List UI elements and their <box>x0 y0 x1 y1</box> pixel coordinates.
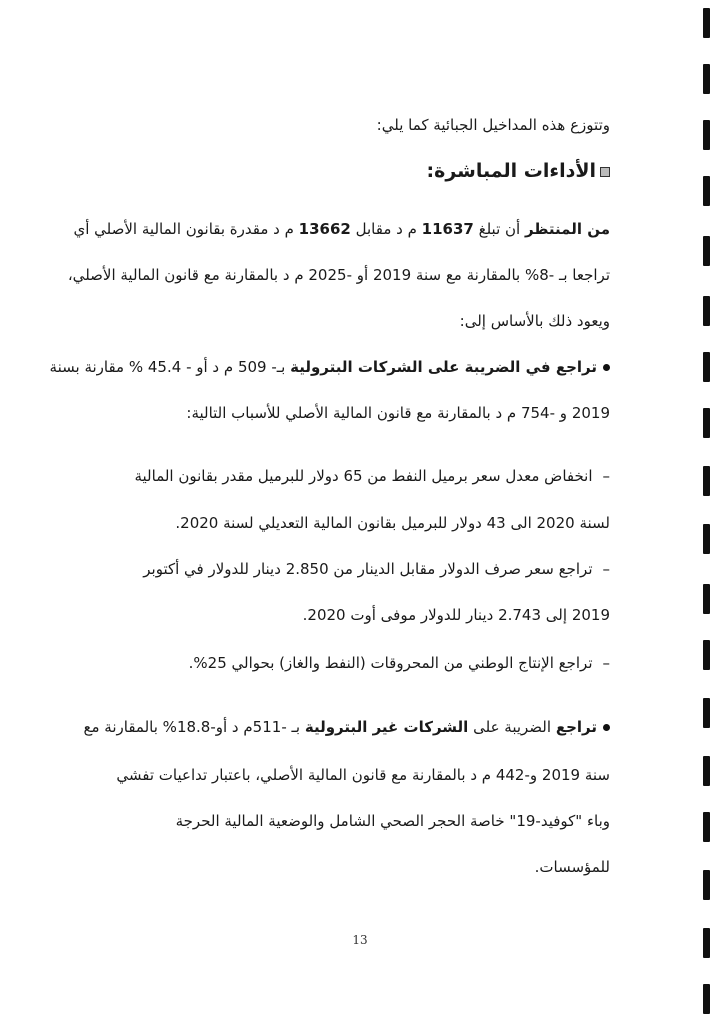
dash-icon: – <box>602 654 610 672</box>
binding-hole <box>703 756 710 786</box>
dash-item-3: –تراجع الإنتاج الوطني من المحروقات (النفط والغاز) بحوالي 25%. <box>188 654 610 672</box>
dash-item-2-line-1: –تراجع سعر صرف الدولار مقابل الدينار من 2.850 دينار للدولار في أكتوبر <box>143 560 610 578</box>
bullet-2-line-3: وباء "كوفيد-19" خاصة الحجر الصحي الشامل والوضعية المالية الحرجة <box>175 812 610 830</box>
binding-hole <box>703 176 710 206</box>
paragraph-1-line-3: ويعود ذلك بالأساس إلى: <box>459 312 610 330</box>
binding-hole <box>703 408 710 438</box>
binding-hole <box>703 698 710 728</box>
dash-icon: – <box>602 560 610 578</box>
bullet-1-line-2: 2019 و -754 م د بالمقارنة مع قانون المالية الأصلي للأسباب التالية: <box>186 404 610 422</box>
binding-hole <box>703 584 710 614</box>
binding-hole <box>703 984 710 1014</box>
heading-bullet-icon <box>600 167 610 177</box>
binding-hole <box>703 120 710 150</box>
binding-hole <box>703 812 710 842</box>
binding-hole <box>703 8 710 38</box>
binding-hole <box>703 870 710 900</box>
bullet-2-line-2: سنة 2019 و-442 م د بالمقارنة مع قانون المالية الأصلي، باعتبار تداعيات تفشي <box>116 766 610 784</box>
dash-item-2-line-2: 2019 إلى 2.743 دينار للدولار موفى أوت 2020. <box>302 606 610 624</box>
binding-hole <box>703 352 710 382</box>
section-heading: الأداءات المباشرة: <box>96 160 610 182</box>
page-number: 13 <box>352 933 368 947</box>
binding-hole <box>703 64 710 94</box>
binding-hole <box>703 296 710 326</box>
paragraph-1-line-2: تراجعا بـ -8% بالمقارنة مع سنة 2019 أو -2025 م د بالمقارنة مع قانون المالية الأصلي، <box>67 266 610 284</box>
dash-item-1-line-1: –انخفاض معدل سعر برميل النفط من 65 دولار للبرميل مقدر بقانون المالية <box>134 467 610 485</box>
bullet-icon <box>603 724 610 731</box>
bullet-1-line-1: تراجع في الضريبة على الشركات البترولية بـ- 509 م د أو - 45.4 % مقارنة بسنة <box>96 356 610 378</box>
binding-hole <box>703 640 710 670</box>
paragraph-1-line-1: من المنتظر أن تبلغ 11637 م د مقابل 13662 م د مقدرة بقانون المالية الأصلي أي <box>73 220 610 238</box>
dash-item-1-line-2: لسنة 2020 الى 43 دولار للبرميل بقانون المالية التعديلي لسنة 2020. <box>175 514 610 532</box>
bullet-2-line-1: تراجع الضريبة على الشركات غير البترولية بـ -511م د أو-18.8% بالمقارنة مع <box>96 716 610 738</box>
intro-line: وتتوزع هذه المداخيل الجبائية كما يلي: <box>376 116 610 134</box>
bullet-2-line-4: للمؤسسات. <box>534 858 610 876</box>
binding-hole <box>703 524 710 554</box>
bullet-icon <box>603 364 610 371</box>
binding-hole <box>703 236 710 266</box>
binding-hole <box>703 466 710 496</box>
dash-icon: – <box>602 467 610 485</box>
spiral-binding <box>696 0 710 1024</box>
